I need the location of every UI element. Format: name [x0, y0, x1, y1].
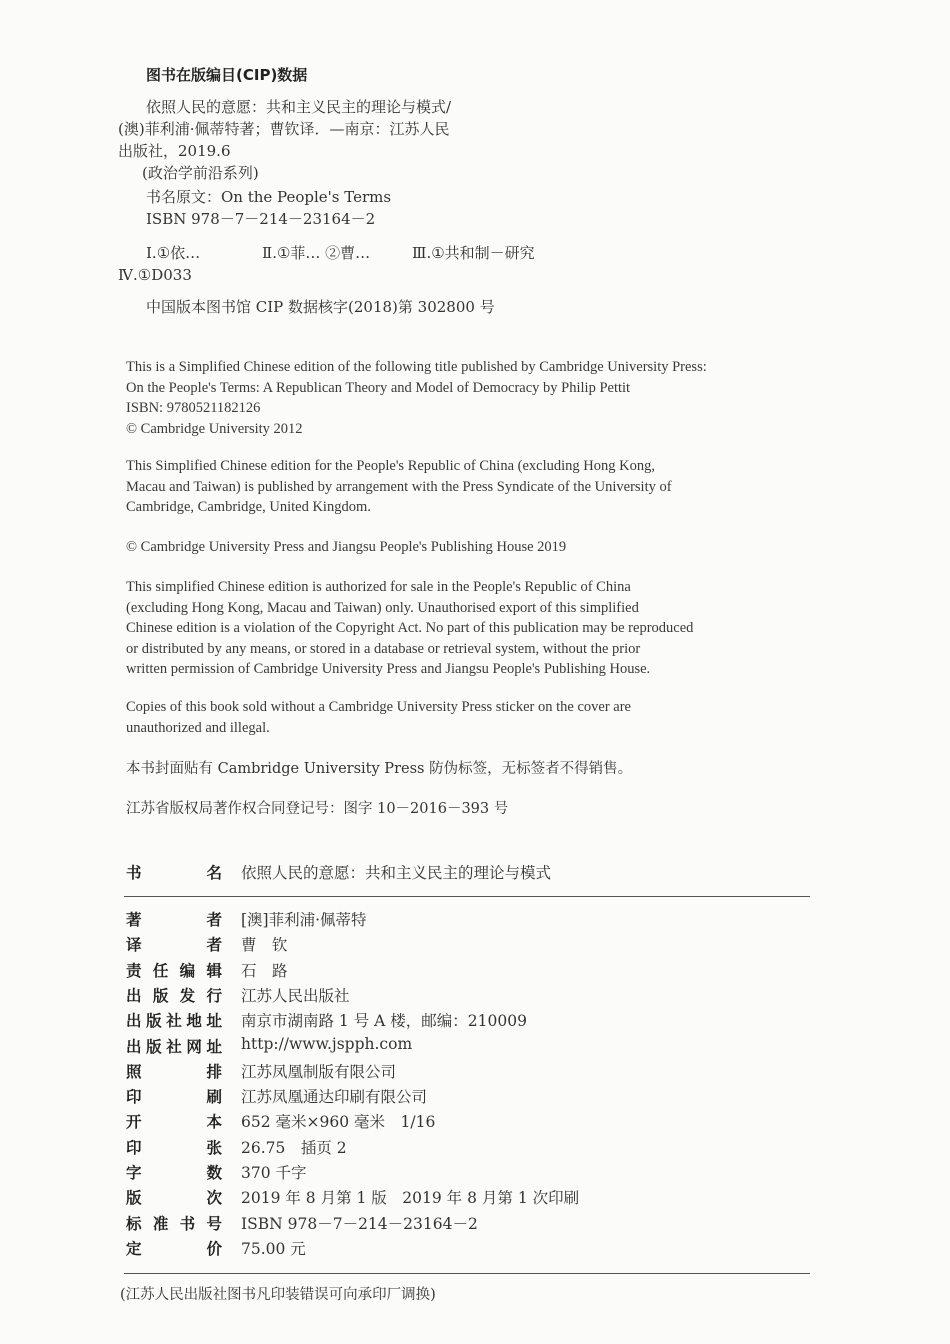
info-row	[124, 959, 810, 983]
info-value: 652 毫米×960 毫米 1/16	[241, 1113, 436, 1132]
cip-classification-3: Ⅲ.①共和制－研究	[412, 244, 535, 262]
cip-line: 书名原文：On the People's Terms	[146, 188, 392, 206]
info-value: [澳]菲利浦·佩蒂特	[241, 911, 367, 929]
text-line: (excluding Hong Kong, Macau and Taiwan) only. Unauthorised export of this simplified	[126, 599, 639, 616]
info-row	[124, 1136, 810, 1160]
text-line: This Simplified Chinese edition for the People's Republic of China (excluding Hong Kong,	[126, 458, 655, 474]
info-value: 江苏凤凰制版有限公司	[241, 1062, 397, 1081]
info-row	[124, 1110, 810, 1134]
info-row	[124, 1085, 810, 1109]
english-para-2	[126, 456, 812, 518]
info-label: 版 次	[126, 1189, 222, 1208]
cip-isbn: ISBN 978－7－214－23164－2	[146, 210, 376, 228]
info-value: 75.00 元	[241, 1239, 306, 1258]
info-label: 出 版 社 地 址	[126, 1012, 222, 1031]
info-label: 印 张	[126, 1138, 222, 1157]
info-value: 2019 年 8 月第 1 版 2019 年 8 月第 1 次印刷	[241, 1189, 580, 1208]
cip-classification-1: Ⅰ.①依…	[146, 244, 201, 262]
cip-classification-2: Ⅱ.①菲… ②曹…	[262, 244, 371, 262]
info-row	[124, 933, 810, 957]
info-value: 依照人民的意愿：共和主义民主的理论与模式	[241, 864, 552, 882]
info-label: 标 准 书 号	[126, 1214, 222, 1233]
cip-line: (澳)菲利浦·佩蒂特著；曹钦译．—南京：江苏人民	[118, 120, 450, 138]
cip-line: 依照人民的意愿：共和主义民主的理论与模式/	[146, 98, 452, 116]
info-row	[124, 908, 810, 932]
info-label: 著 者	[126, 911, 222, 929]
text-line: Cambridge, Cambridge, United Kingdom.	[126, 499, 371, 515]
info-row	[124, 1035, 810, 1059]
divider	[124, 896, 810, 897]
info-value: ISBN 978－7－214－23164－2	[241, 1214, 478, 1233]
cip-library-note: 中国版本图书馆 CIP 数据核字(2018)第 302800 号	[146, 298, 495, 316]
info-row	[124, 1060, 810, 1084]
text-line: © Cambridge University 2012	[126, 420, 303, 437]
text-line: or distributed by any means, or stored in a database or retrieval system, without the prior	[126, 640, 641, 657]
info-value: 26.75 插页 2	[241, 1138, 347, 1157]
info-row-title	[124, 861, 810, 885]
english-para-3	[126, 537, 812, 558]
cip-classification-4: Ⅳ.①D033	[118, 266, 192, 284]
cip-heading: 图书在版编目(CIP)数据	[146, 66, 308, 84]
info-label: 开 本	[126, 1113, 222, 1132]
info-value: 南京市湖南路 1 号 A 楼，邮编：210009	[241, 1012, 527, 1031]
divider	[124, 1273, 810, 1274]
text-line: On the People's Terms: A Republican Theory and Model of Democracy by Philip Pettit	[126, 379, 631, 396]
footer-note: (江苏人民出版社图书凡印装错误可向承印厂调换)	[120, 1287, 436, 1303]
text-line: written permission of Cambridge University Press and Jiangsu People's Publishing House.	[126, 661, 651, 677]
english-para-5	[126, 697, 812, 738]
info-value: http://www.jspph.com	[241, 1034, 413, 1053]
info-value: 江苏人民出版社	[241, 986, 350, 1005]
english-para-1	[126, 357, 812, 439]
english-para-4	[126, 577, 812, 680]
info-label: 责 任 编 辑	[126, 961, 222, 980]
text-line: © Cambridge University Press and Jiangsu People's Publishing House 2019	[126, 539, 567, 555]
info-value: 江苏凤凰通达印刷有限公司	[241, 1088, 428, 1107]
text-line: ISBN: 9780521182126	[126, 400, 261, 416]
info-row	[124, 1186, 810, 1210]
info-label: 印 刷	[126, 1088, 222, 1107]
info-row	[124, 984, 810, 1008]
info-label: 出 版 发 行	[126, 986, 222, 1005]
info-label: 出 版 社 网 址	[126, 1037, 222, 1056]
copyright-registration: 江苏省版权局著作权合同登记号：图字 10－2016－393 号	[126, 801, 509, 817]
text-line: Copies of this book sold without a Cambridge University Press sticker on the cover are	[126, 699, 631, 715]
info-value: 370 千字	[241, 1164, 307, 1182]
info-label: 照 排	[126, 1062, 222, 1081]
info-value: 曹 钦	[241, 936, 288, 955]
cip-line: 出版社，2019.6	[118, 142, 231, 160]
info-value: 石 路	[241, 961, 288, 980]
info-label: 字 数	[126, 1164, 222, 1182]
text-line: This is a Simplified Chinese edition of the following title published by Cambridge University Press:	[126, 359, 707, 375]
info-label: 书 名	[126, 864, 222, 882]
info-row	[124, 1212, 810, 1236]
sticker-notice: 本书封面贴有 Cambridge University Press 防伪标签，无标签者不得销售。	[126, 761, 633, 777]
info-row	[124, 1237, 810, 1261]
text-line: unauthorized and illegal.	[126, 719, 270, 736]
text-line: This simplified Chinese edition is authorized for sale in the People's Republic of China	[126, 579, 631, 595]
info-row	[124, 1009, 810, 1033]
info-label: 定 价	[126, 1239, 222, 1258]
cip-line: (政治学前沿系列)	[142, 164, 259, 182]
text-line: Macau and Taiwan) is published by arrangement with the Press Syndicate of the University of	[126, 478, 672, 495]
info-row	[124, 1161, 810, 1185]
info-label: 译 者	[126, 936, 222, 955]
text-line: Chinese edition is a violation of the Copyright Act. No part of this publication may be reproduced	[126, 620, 694, 636]
